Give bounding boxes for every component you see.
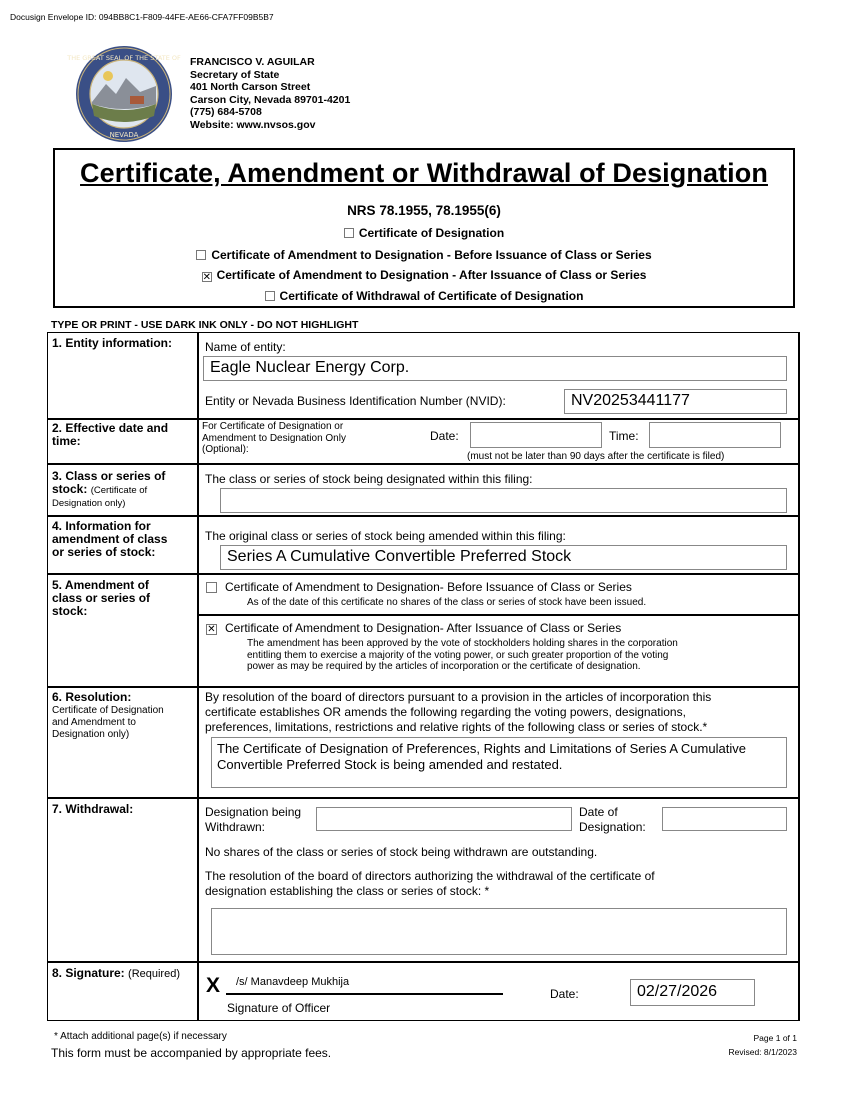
signature-caption: Signature of Officer — [227, 1001, 331, 1015]
effective-date-field[interactable] — [470, 422, 602, 448]
signature-date-field[interactable] — [630, 979, 755, 1006]
nvid-field[interactable] — [564, 389, 787, 414]
attach-note: * Attach additional page(s) if necessary — [54, 1031, 227, 1042]
date-of-designation-field[interactable] — [662, 807, 787, 831]
resolution-value: The Certificate of Designation of Preferences, Rights and Limitations of Series A Cumulative Convertible Preferred Stock is being amended and restated. — [217, 741, 746, 772]
signature-value: /s/ Manavdeep Mukhija — [236, 976, 350, 988]
before-issuance-label: Certificate of Amendment to Designation- Before Issuance of Class or Series — [225, 580, 632, 594]
option-amendment-before-issuance[interactable]: Certificate of Amendment to Designation - Before Issuance of Class or Series — [55, 248, 793, 262]
signature-date-value: 02/27/2026 — [637, 983, 718, 1000]
checkbox-icon[interactable] — [265, 291, 275, 301]
entity-name-value: Eagle Nuclear Energy Corp. — [210, 359, 410, 376]
option-amendment-after-issuance[interactable]: ✕ Certificate of Amendment to Designation - After Issuance of Class or Series — [202, 268, 647, 283]
sos-header — [190, 56, 350, 131]
withdrawal-resolution-prompt: The resolution of the board of directors authorizing the withdrawal of the certificate of designation establishing the class or series of stock: * — [205, 869, 655, 898]
withdrawal-resolution-field[interactable] — [211, 908, 787, 955]
form-title-box — [53, 148, 795, 308]
no-shares-statement: No shares of the class or series of stock being withdrawn are outstanding. — [205, 845, 598, 859]
sos-website: Website: www.nvsos.gov — [190, 118, 316, 131]
section5-label: 5. Amendment of class or series of stock: — [52, 578, 151, 618]
form-table — [47, 332, 800, 1021]
section2-label: 2. Effective date and time: — [52, 421, 169, 448]
sos-address1: 401 North Carson Street — [190, 81, 311, 93]
ink-instructions: TYPE OR PRINT - USE DARK INK ONLY - DO NOT HIGHLIGHT — [51, 319, 359, 331]
section6-label: 6. Resolution: — [52, 690, 132, 704]
class-series-field[interactable] — [220, 488, 787, 513]
original-class-prompt: The original class or series of stock being amended within this filing: — [205, 529, 566, 543]
checked-checkbox-icon[interactable]: ✕ — [202, 272, 211, 283]
original-class-value: Series A Cumulative Convertible Preferred Stock — [227, 548, 572, 565]
seal-bottom-text: NEVADA — [109, 131, 139, 139]
nvid-label: Entity or Nevada Business Identification Number (NVID): — [205, 394, 506, 408]
effective-date-limit-note: (must not be later than 90 days after the certificate is filed) — [467, 451, 725, 462]
form-title: Certificate, Amendment or Withdrawal of Designation — [80, 158, 768, 188]
section6-sublabel: Certificate of Designation and Amendment to Designation only) — [52, 705, 164, 740]
revised-date: Revised: 8/1/2023 — [728, 1047, 797, 1057]
sos-name: FRANCISCO V. AGUILAR — [190, 56, 315, 68]
fees-note: This form must be accompanied by appropriate fees. — [51, 1046, 332, 1060]
section7-label: 7. Withdrawal: — [52, 802, 134, 816]
section3-label: 3. Class or series of stock: (Certificate of Designation only) — [52, 469, 166, 509]
designation-withdrawn-field[interactable] — [316, 807, 572, 831]
resolution-field[interactable] — [211, 737, 787, 788]
signature-line — [226, 993, 503, 995]
nrs-reference: NRS 78.1955, 78.1955(6) — [347, 203, 501, 218]
option-withdrawal[interactable]: Certificate of Withdrawal of Certificate of Designation — [55, 289, 793, 303]
section8-label: 8. Signature: (Required) — [52, 966, 180, 980]
section1-label: 1. Entity information: — [52, 336, 172, 350]
date-of-designation-label: Date of Designation: — [579, 805, 646, 834]
sos-address2: Carson City, Nevada 89701-4201 — [190, 93, 351, 106]
before-issuance-checkbox[interactable] — [206, 582, 217, 593]
section4-label: 4. Information for amendment of class or series of stock: — [52, 519, 168, 559]
class-series-prompt: The class or series of stock being designated within this filing: — [205, 472, 533, 486]
entity-name-field[interactable] — [203, 356, 787, 381]
before-issuance-note: As of the date of this certificate no shares of the class or series of stock have been issued. — [247, 597, 647, 608]
option-certificate-of-designation[interactable]: Certificate of Designation — [55, 226, 793, 240]
designation-withdrawn-label: Designation being Withdrawn: — [205, 805, 302, 834]
nvid-value: NV20253441177 — [571, 392, 690, 409]
after-issuance-label: Certificate of Amendment to Designation- After Issuance of Class or Series — [225, 621, 622, 635]
seal-outer-text: THE GREAT SEAL OF THE STATE OF — [67, 54, 181, 62]
signature-date-label: Date: — [550, 987, 579, 1001]
after-issuance-note: The amendment has been approved by the vote of stockholders holding shares in the corporation entitling them to exercise a majority of the voting power, or such greater proportion of the voting power as may be required by the articles of incorporation or the certificate of designation. — [247, 638, 678, 672]
page-number: Page 1 of 1 — [753, 1033, 797, 1043]
checkbox-icon[interactable] — [344, 228, 354, 238]
effective-date-note: For Certificate of Designation or Amendment to Designation Only (Optional): — [202, 421, 346, 455]
effective-time-label: Time: — [609, 429, 639, 443]
sos-title: Secretary of State — [190, 68, 280, 81]
resolution-text: By resolution of the board of directors pursuant to a provision in the articles of incorporation this certificate establishes OR amends the following regarding the voting powers, designations, preferences, limitations, restrictions and relative rights of the following class or series of stock.* — [205, 690, 712, 734]
entity-name-label: Name of entity: — [205, 340, 286, 354]
original-class-field[interactable] — [220, 545, 787, 570]
checkbox-icon[interactable] — [196, 250, 206, 260]
signature-x-mark: X — [206, 974, 221, 997]
effective-time-field[interactable] — [649, 422, 781, 448]
effective-date-label: Date: — [430, 429, 459, 443]
nevada-state-seal-icon — [67, 44, 181, 144]
sos-phone: (775) 684-5708 — [190, 106, 262, 118]
envelope-id: Docusign Envelope ID: 094BB8C1-F809-44FE-AE66-CFA7FF09B5B7 — [10, 12, 274, 22]
after-issuance-checkbox[interactable]: ✕ — [207, 624, 216, 635]
